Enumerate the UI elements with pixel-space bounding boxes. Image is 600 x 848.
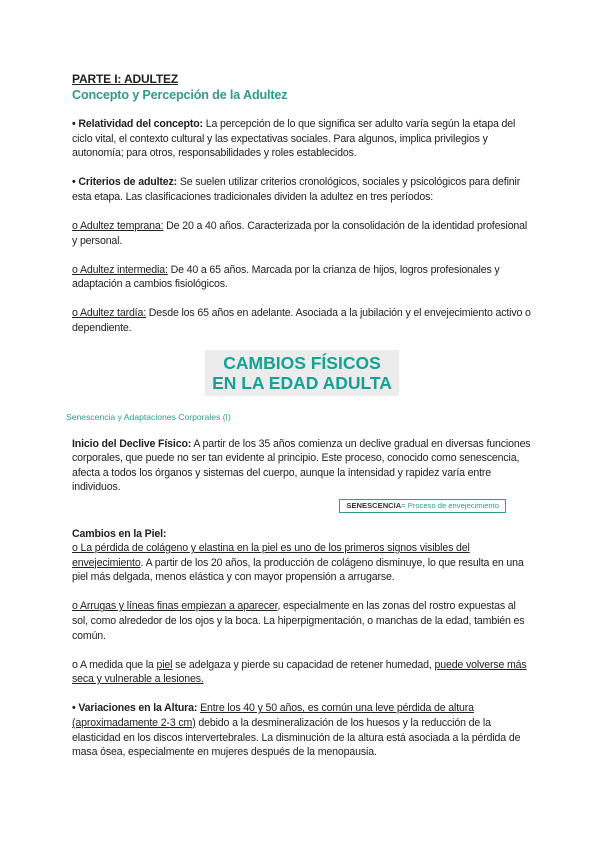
banner-wrapper <box>72 350 532 396</box>
section-banner <box>205 350 399 396</box>
piel-p3-a: o A medida que la <box>72 658 157 671</box>
temprana-label: o Adultez temprana: <box>72 219 164 232</box>
part-title: PARTE I: ADULTEZ <box>72 72 179 86</box>
altura-underlined: Entre los 40 y 50 años, es común una leve pérdida de altura (aproximadamente 2-3 cm) <box>72 702 474 729</box>
paragraph-altura <box>72 701 532 759</box>
altura-label: • Variaciones en la Altura: <box>72 702 198 715</box>
paragraph-declive <box>72 437 532 495</box>
intermedia-text: De 40 a 65 años. Marcada por la crianza de hijos, logros profesionales y adaptación a cambios fisiológicos. <box>72 263 500 291</box>
tag-rest: = Proceso de envejecimiento <box>401 500 499 510</box>
senescencia-tag <box>339 499 506 513</box>
tag-bold: SENESCENCIA <box>346 500 402 510</box>
section-subtitle: Concepto y Percepción de la Adultez <box>72 88 288 102</box>
piel-p1-rest: . A partir de los 20 años, la producción de colágeno disminuye, lo que resulta en una piel más delgada, menos elástica y con mayor propensión a arrugarse. <box>72 556 524 584</box>
criterios-label: • Criterios de adultez: <box>72 176 178 189</box>
piel-p3-b: piel <box>156 658 173 671</box>
declive-text: A partir de los 35 años comienza un declive gradual en diversas funciones corporales, que puede no ser tan evidente al principio. Este proceso, conocido como senescencia, afecta a todos los órganos y sistemas del cuerpo, aunque la intensidad y rapidez varía entre individuos. <box>72 437 531 494</box>
tardia-text: Desde los 65 años en adelante. Asociada a la jubilación y el envejecimiento activo o dependiente. <box>72 307 531 334</box>
paragraph-piel-2 <box>72 599 532 643</box>
relatividad-text: La percepción de lo que significa ser adulto varía según la etapa del ciclo vital, el contexto cultural y las expectativas sociales. Para algunos, implica privilegios y autonomía; para otros, responsabilidades y roles establecidos. <box>72 118 516 160</box>
piel-p1-underlined: o La pérdida de colágeno y elastina en la piel es uno de los primeros signos visibles del envejecimiento <box>72 542 470 569</box>
paragraph-adultez-temprana <box>72 219 532 248</box>
piel-p3-c: se adelgaza y pierde su capacidad de retener humedad, <box>172 658 435 671</box>
paragraph-relatividad <box>72 117 532 161</box>
piel-heading: Cambios en la Piel: <box>72 527 167 540</box>
criterios-text: Se suelen utilizar criterios cronológicos, sociales y psicológicos para definir esta etapa. Las clasificaciones tradicionales dividen la adultez en tres períodos: <box>72 176 521 203</box>
paragraph-piel-3 <box>72 658 532 687</box>
tag-row <box>72 498 532 513</box>
declive-label: Inicio del Declive Físico: <box>72 437 192 450</box>
altura-rest: debido a la desmineralización de los huesos y la reducción de la elasticidad en los discos intervertebrales. La disminución de la altura está asociada a la pérdida de masa ósea, especialmente en mujeres después de la menopausia. <box>72 716 521 759</box>
piel-p3-d: puede volverse más seca y vulnerable a lesiones. <box>72 658 527 686</box>
document-page <box>66 72 532 774</box>
section-label: Senescencia y Adaptaciones Corporales (I) <box>66 412 231 423</box>
piel-p2-underlined: o Arrugas y líneas finas empiezan a aparecer <box>72 600 278 613</box>
intermedia-label: o Adultez intermedia: <box>72 263 168 276</box>
banner-line-1: CAMBIOS FÍSICOS <box>223 353 381 374</box>
banner-line-2: EN LA EDAD ADULTA <box>212 373 392 394</box>
paragraph-adultez-intermedia <box>72 263 532 292</box>
piel-p2-rest: , especialmente en las zonas del rostro expuestas al sol, como alrededor de los ojos y la boca. La hiperpigmentación, o manchas de la edad, también es común. <box>72 600 525 642</box>
temprana-text: De 20 a 40 años. Caracterizada por la consolidación de la identidad profesional y personal. <box>72 219 528 247</box>
paragraph-adultez-tardia <box>72 306 532 335</box>
tardia-label: o Adultez tardía: <box>72 307 147 320</box>
paragraph-criterios <box>72 175 532 204</box>
piel-block <box>72 527 532 585</box>
paragraph-piel-1 <box>72 541 532 585</box>
relatividad-label: • Relatividad del concepto: <box>72 118 203 130</box>
